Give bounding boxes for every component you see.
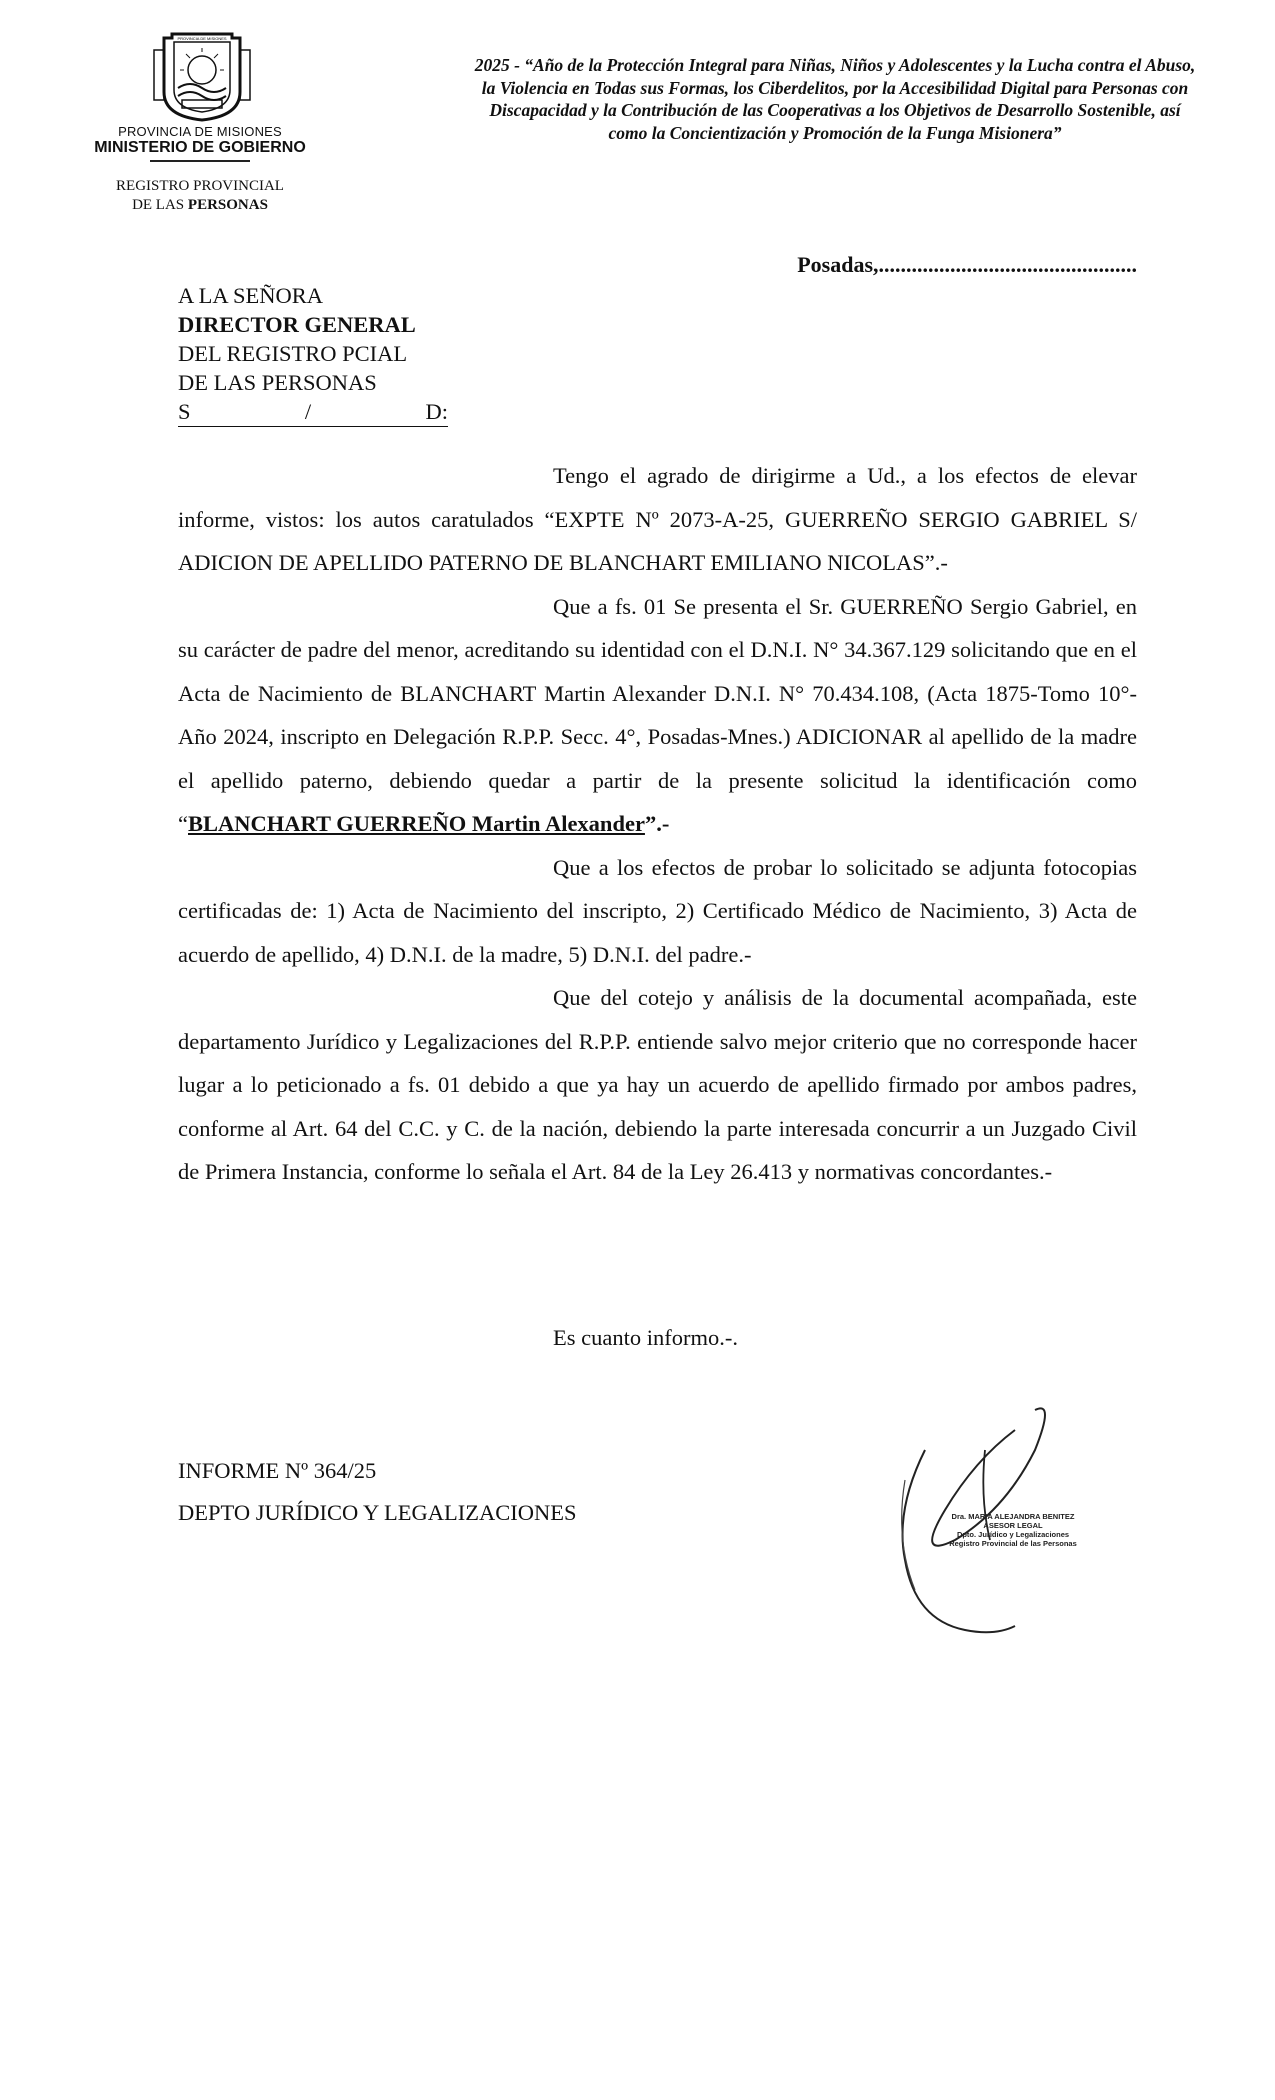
paragraph-2: Que a fs. 01 Se presenta el Sr. GUERREÑO Sergio Gabriel, en su carácter de padre del menor, acreditando su identidad con el D.N.I. N° 34.367.129 solicitando que en el Acta de Nacimiento de BLANCHART Martin Alexander D.N.I. N° 70.434.108, (Acta 1875-Tomo 10°-Año 2024, inscripto en Delegación R.P.P. Secc. 4°, Posadas-Mnes.) ADICIONAR al apellido de la madre el apellido paterno, debiendo quedar a partir de la presente solicitud la identificación como “BLANCHART GUERREÑO Martin Alexander”.- [178,593,1137,836]
requested-name: BLANCHART GUERREÑO Martin Alexander [188,811,645,836]
addressee-line3: DEL REGISTRO PCIAL [178,341,408,366]
ministry-name: MINISTERIO DE GOBIERNO [94,139,306,156]
header-divider [150,160,250,162]
year-motto: 2025 - “Año de la Protección Integral para Niñas, Niños y Adolescentes y la Lucha contra el Abuso, la Violencia en Todas sus Formas, los Ciberdelitos, por la Accesibilidad Digital para Personas con Discapacidad y la Contribución de las Cooperativas a los Objetivos de Desarrollo Sostenible, así como la Concientización y Promoción de la Funga Misionera” [474,55,1196,143]
department-name: DEPTO JURÍDICO Y LEGALIZACIONES [178,1500,577,1525]
seal-lettering: PROVINCIA DE MISIONES [177,36,227,41]
province-name: PROVINCIA DE MISIONES [118,124,282,139]
signature-stamp: Dra. MARIA ALEJANDRA BENITEZ ASESOR LEGAL Dpto. Jurídico y Legalizaciones Registro Provincial de las Personas [949,1512,1077,1548]
su-despacho: S / D: [178,397,448,427]
report-number: INFORME Nº 364/25 [178,1458,377,1483]
registry-name-line1: REGISTRO PROVINCIAL [116,178,284,194]
paragraph-3: Que a los efectos de probar lo solicitado se adjunta fotocopias certificadas de: 1) Acta de Nacimiento del inscripto, 2) Certificado Médico de Nacimiento, 3) Acta de acuerdo de apellido, 4) D.N.I. de la madre, 5) D.N.I. del padre.- [178,854,1137,967]
paragraph-4: Que del cotejo y análisis de la documental acompañada, este departamento Jurídico y Legalizaciones del R.P.P. entiende salvo mejor criterio que no corresponde hacer lugar a lo peticionado a fs. 01 debido a que ya hay un acuerdo de apellido firmado por ambos padres, conforme al Art. 64 del C.C. y C. de la nación, debiendo la parte interesada concurrir a un Juzgado Civil de Primera Instancia, conforme lo señala el Art. 84 de la Ley 26.413 y normativas concordantes.- [178,985,1137,1184]
closing-line: Es cuanto informo.-. [553,1325,738,1350]
province-seal-icon [152,30,252,122]
addressee-title: DIRECTOR GENERAL [178,312,416,337]
registry-name-line2: DE LAS PERSONAS [132,197,268,213]
paragraph-1: Tengo el agrado de dirigirme a Ud., a los efectos de elevar informe, vistos: los autos caratulados “EXPTE Nº 2073-A-25, GUERREÑO SERGIO GABRIEL S/ ADICION DE APELLIDO PATERNO DE BLANCHART EMILIANO NICOLAS”.- [178,463,1137,575]
addressee-line4: DE LAS PERSONAS [178,370,377,395]
report-body [178,454,1137,1194]
place-date: Posadas,............................................... [797,252,1137,277]
addressee-line1: A LA SEÑORA [178,283,324,308]
